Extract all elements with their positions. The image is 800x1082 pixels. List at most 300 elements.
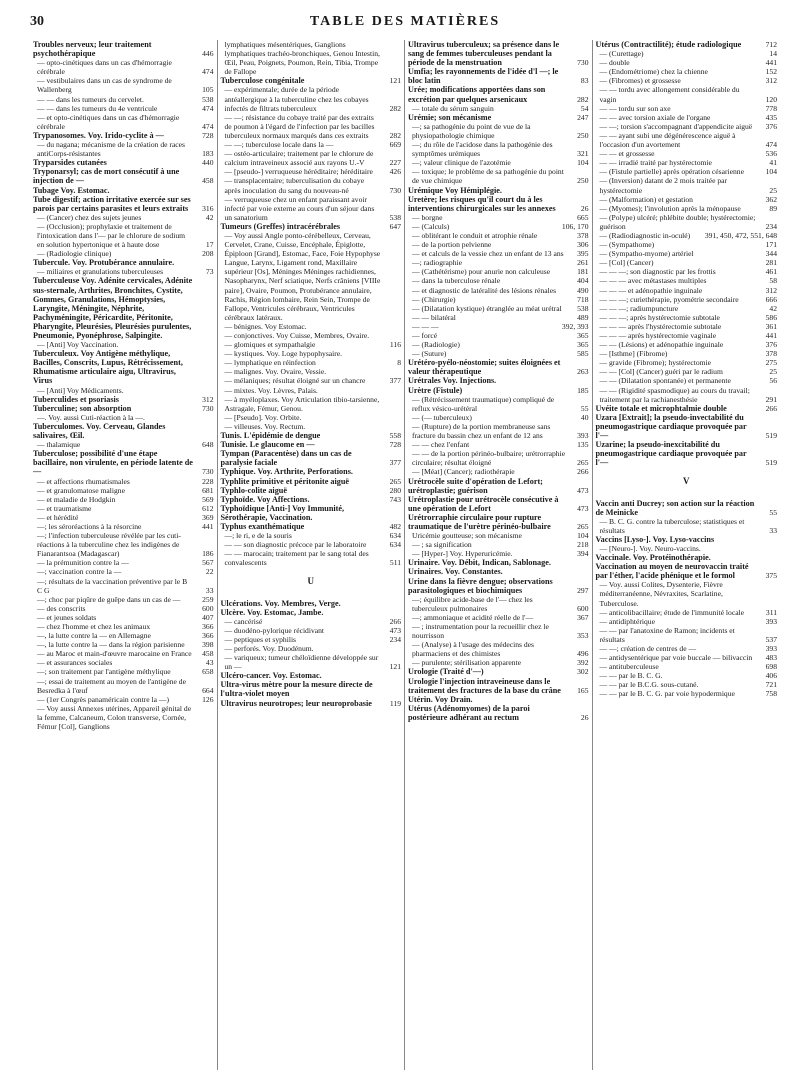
entry-page-number: 600 — [202, 603, 214, 613]
entry-text: — (Fibromes) et grossesse — [599, 76, 681, 86]
entry-text: Tunisie. Le glaucome en — — [220, 440, 315, 450]
index-entry — [33, 577, 214, 595]
entry-page-number: 266 — [577, 467, 589, 477]
index-entry — [596, 689, 778, 698]
index-entry — [596, 680, 778, 689]
entry-text: Troubles nerveux; leur traitement psychothérapique — [33, 40, 152, 59]
index-entry — [596, 104, 778, 113]
entry-text: — —; tuberculose locale dans la — — [224, 140, 334, 150]
entry-text: Vaccin anti Ducrey; son action sur la réaction de Meinicke — [595, 498, 755, 517]
entry-text: —; radiographie — [412, 258, 462, 268]
entry-page-number: 26 — [580, 203, 589, 213]
entry-page-number: 393 — [765, 644, 777, 653]
entry-text: — — de la portion périnéo-bulbaire; urétrorraphie circulaire; résultat éloigné — [412, 449, 566, 468]
entry-page-number: 712 — [765, 40, 777, 49]
entry-text: —; son traitement par l'antigène méthylique — [37, 667, 171, 677]
entry-page-number: 474 — [765, 140, 777, 150]
entry-text: Utérus (Adénomyomes) de la paroi postérieure adhérant au rectum — [408, 703, 530, 722]
index-entry — [596, 553, 778, 562]
index-entry — [408, 376, 589, 385]
entry-text: — (Malformation) et gestation — [599, 194, 693, 204]
index-entry — [33, 504, 214, 513]
index-entry — [408, 140, 589, 158]
entry-text: Uvéite totale et microphtalmie double — [595, 403, 727, 413]
entry-page-number: 302 — [577, 667, 589, 677]
entry-page-number: 426 — [389, 167, 401, 177]
entry-page-number: 43 — [205, 658, 214, 668]
index-entry — [408, 567, 589, 576]
entry-page-number: 8 — [397, 358, 401, 368]
index-entry — [408, 622, 589, 640]
entry-text: — [Neuro-]. Voy. Neuro-vaccins. — [599, 543, 701, 553]
entry-page-number: 365 — [577, 340, 589, 350]
index-entry — [221, 340, 402, 349]
index-entry — [221, 195, 402, 222]
index-entry — [221, 413, 402, 422]
entry-text: — — — après l'hystérectomie subtotale — [599, 321, 722, 331]
index-entry — [596, 158, 778, 167]
index-column-1 — [30, 40, 218, 1070]
entry-text: — (1er Congrès panaméricain contre la —) — [37, 694, 169, 704]
entry-text: — (Suture) — [412, 349, 447, 359]
index-entry — [408, 395, 589, 413]
index-entry — [596, 608, 778, 617]
index-entry — [596, 358, 778, 367]
index-entry — [33, 631, 214, 640]
entry-page-number: 730 — [577, 58, 589, 68]
entry-text: — (Calculs) — [412, 221, 450, 231]
index-entry — [408, 331, 589, 340]
entry-page-number: 83 — [580, 76, 589, 86]
entry-text: Uzarine; la pseudo-inexcitabilité du pneumogastrique cardiaque provoquée par l'— — [595, 440, 747, 468]
entry-page-number: 25 — [769, 367, 777, 377]
entry-text: Vaccination au moyen de neurovaccin traité par l'éther, l'acide phénique et le formol — [595, 562, 749, 581]
entry-text: — (Rupture) de la portion membraneuse sans fracture du bassin chez un enfant de 12 ans — [412, 421, 551, 441]
entry-page-number: 441 — [765, 58, 777, 68]
entry-text: — du nagana; mécanisme de la création de races antiCorps-résistantes — [37, 140, 186, 159]
entry-text: Urétrales Voy. Injections. — [408, 376, 497, 386]
entry-text: Tuberculomes. Voy. Cerveau, Glandes salivaires, Œil. — [33, 421, 166, 441]
index-entry — [596, 386, 778, 404]
entry-text: —; du rôle de l'acidose dans la pathogénie des symptômes urémiques — [412, 140, 553, 159]
entry-page-number: 393 — [577, 431, 589, 441]
entry-text: — [Méat] (Cancer); radiothérapie — [412, 467, 515, 477]
index-entry — [221, 149, 402, 167]
entry-text: — [Isthme] (Fibrome) — [599, 349, 668, 359]
index-entry — [33, 395, 214, 404]
entry-text: — (Cathétérisme) pour anurie non calculeuse — [412, 267, 551, 277]
entry-page-number: 33 — [205, 585, 214, 595]
entry-text: Urétrorraphie circulaire pour rupture traumatique de l'urètre périnéo-bulbaire — [408, 512, 551, 531]
entry-text: Vaccins [Lyso-]. Voy. Lyso-vaccins — [595, 534, 715, 544]
entry-text: — Voy aussi Angle ponto-cérébelleux, Cerveau, Cervelet, Crane, Cuisse, Encéphale, Épiglotte, Épiploon [Grand], Estomac, Face, Foie Hypophyse Langue, Larynx, Ligament rond, Maxillaire supérieur [Os], Méninges Méninges rachidiennes, Nasopharynx, Nerf sciatique, Nerfs crâniens [VIIIe paire], Ovaire, Poumon, Protubérance annulaire, Rachis, Région lombaire, Rein Sein, Trompe de Fallope, Ventricules cérébraux, Ventricules cérébraux latéraux. — [224, 230, 381, 322]
entry-text: Tuberculides et psoriasis — [33, 394, 119, 404]
entry-text: — oblitérant le conduit et atrophie rénale — [412, 230, 538, 240]
index-entry — [596, 195, 778, 204]
entry-text: Ulcérations. Voy. Membres, Verge. — [220, 598, 341, 608]
index-entry — [221, 644, 402, 653]
index-entry — [596, 113, 778, 122]
entry-text: — — — — [412, 321, 439, 331]
section-letter: V — [683, 476, 690, 487]
entry-page-number: 186 — [202, 549, 214, 559]
entry-text: — — bilatéral — [412, 312, 456, 322]
entry-page-number: 261 — [577, 258, 589, 268]
entry-text: — conjonctives. Voy Cuisse, Membres, Ovaire. — [224, 331, 370, 340]
entry-text: — — chez l'enfant — [412, 440, 470, 450]
index-entry — [33, 40, 214, 58]
entry-text: Urétéro-pyélo-néostomie; suites éloignées et valeur thérapeutique — [408, 358, 561, 377]
entry-page-number: 586 — [765, 312, 777, 322]
entry-page-number: 234 — [389, 634, 401, 644]
entry-page-number: 73 — [205, 267, 214, 277]
entry-text: — forcé — [412, 331, 438, 340]
entry-page-number: 647 — [389, 221, 401, 231]
entry-text: — kystiques. Voy. Loge hypophysaire. — [224, 349, 343, 359]
entry-page-number: 375 — [765, 571, 777, 581]
entry-page-number: 441 — [202, 521, 214, 531]
entry-text: — vestibulaires dans un cas de syndrome de Wallenberg — [37, 76, 172, 95]
entry-text: — (Myomes); l'involution après la ménopause — [599, 203, 741, 213]
entry-text: Tuberculine; son absorption — [33, 403, 132, 413]
entry-text: —; essai de traitement au moyen de l'antigène de Besredka à l'œuf — [37, 676, 186, 695]
index-entry — [221, 222, 402, 231]
index-entry — [408, 477, 589, 495]
entry-text: — — par le B. C. G. par voie hypodermique — [599, 689, 735, 699]
index-entry — [596, 340, 778, 349]
entry-page-number: 369 — [202, 512, 214, 522]
index-entry — [596, 267, 778, 276]
index-entry — [33, 440, 214, 449]
entry-text: — verruqueuse chez un enfant paraissant avoir infecté par voie externe au cours d'un séjour dans un sanatorium — [224, 194, 375, 222]
index-entry — [596, 367, 778, 376]
index-entry — [408, 640, 589, 658]
index-entry — [221, 531, 402, 540]
index-entry — [33, 158, 214, 167]
entry-page-number: 458 — [202, 649, 214, 659]
index-entry — [408, 67, 589, 85]
entry-text: — lymphatique en réinfection — [224, 358, 316, 368]
entry-page-number: 227 — [389, 158, 401, 168]
entry-text: — au Maroc et main-d'œuvre marocaine en France — [37, 649, 192, 659]
entry-text: —; équilibre acide-base de l'— chez les tuberculeux pulmonaires — [412, 594, 533, 613]
entry-text: — — son diagnostic précoce par le laboratoire — [224, 540, 367, 550]
page-number: 30 — [30, 14, 44, 29]
entry-text: — [Anti] Voy Vaccination. — [37, 340, 119, 350]
entry-page-number: 600 — [577, 603, 589, 613]
index-entry — [221, 76, 402, 85]
entry-text: Tube digestif; action irritative exercée sur ses parois par certains parasites et leurs extraits — [33, 194, 191, 213]
entry-page-number: 538 — [577, 303, 589, 313]
entry-text: — et maladie de Hodgkin — [37, 494, 116, 504]
entry-page-number: 634 — [389, 540, 401, 550]
entry-text: — thalamique — [37, 440, 81, 450]
index-entry — [221, 358, 402, 367]
entry-text: Urée; modifications apportées dans son excrétion par quelques arsenicaux — [408, 85, 546, 104]
page-header — [30, 12, 780, 32]
index-entry — [33, 131, 214, 140]
entry-page-number: 55 — [580, 403, 589, 413]
index-entry — [596, 580, 778, 607]
index-entry — [33, 667, 214, 676]
index-entry — [33, 640, 214, 649]
entry-text: Tuberculeux. Voy Antigène méthylique, Bacilles, Conscrits, Lupus, Rétrécissement, Rhumatisme articulaire aigu, Ultravirus, Virus — [33, 349, 183, 386]
entry-text: —; choc par piqûre de guêpe dans un cas de — — [37, 594, 181, 604]
index-entry — [596, 376, 778, 385]
entry-page-number: 312 — [765, 285, 777, 295]
entry-text: — — —; curiethérapie, pyométrie secondaire — [599, 294, 739, 304]
index-entry — [408, 449, 589, 467]
entry-page-number: 121 — [389, 662, 401, 672]
entry-page-number: 56 — [769, 376, 777, 386]
entry-text: —; sa pathogénie du point de vue de la physiopathologie chimique — [412, 121, 531, 140]
entry-text: Tuberculose; possibilité d'une étape bacillaire, non virulente, en période latente de — — [33, 449, 193, 477]
index-entry — [221, 40, 402, 76]
entry-page-number: 116 — [389, 340, 401, 350]
index-entry — [221, 549, 402, 567]
index-entry — [221, 140, 402, 149]
entry-text: — chez l'homme et chez les animaux — [37, 622, 151, 631]
index-entry — [596, 276, 778, 285]
index-entry — [596, 653, 778, 662]
index-entry — [596, 167, 778, 176]
index-entry — [221, 495, 402, 504]
index-entry — [408, 231, 589, 240]
index-entry — [221, 635, 402, 644]
index-entry — [596, 231, 778, 240]
index-entry — [221, 599, 402, 608]
entry-text: — (Inversion) datant de 2 mois traitée par hystérectomie — [599, 176, 728, 195]
entry-page-number: 665 — [577, 212, 589, 222]
entry-text: — borgne — [412, 212, 443, 222]
index-entry — [596, 562, 778, 580]
index-entry — [408, 295, 589, 304]
entry-text: — — par le B.C.G. sous-cutané. — [599, 680, 699, 690]
index-entry — [408, 240, 589, 249]
index-entry — [596, 671, 778, 680]
entry-page-number: 321 — [577, 149, 589, 159]
entry-page-number: 120 — [765, 94, 777, 104]
index-entry — [596, 322, 778, 331]
entry-page-number: 282 — [389, 130, 401, 140]
entry-page-number: 171 — [765, 240, 777, 250]
index-entry — [408, 558, 589, 567]
entry-text: — (Sympatho-myome) artériel — [599, 249, 694, 259]
entry-text: Uzara [Extrait]; la pseudo-invectabilité du pneumogastrique cardiaque provoquée par l'— — [595, 412, 747, 441]
entry-text: Tuberculose congénitale — [220, 76, 305, 86]
entry-page-number: 312 — [765, 76, 777, 86]
index-entry — [408, 667, 589, 676]
index-entry — [33, 595, 214, 604]
index-entry — [33, 58, 214, 76]
entry-page-number: 474 — [202, 103, 214, 113]
index-entry — [221, 176, 402, 194]
index-entry — [33, 522, 214, 531]
entry-text: Urologie l'injection intraveineuse dans le traitement des fractures de la base du crâne — [408, 676, 561, 695]
entry-page-number: 730 — [202, 403, 214, 413]
index-entry — [221, 477, 402, 486]
entry-text: — — ayant subi une dégénérescence aiguë à l'occasion d'un avortement — [599, 130, 736, 150]
entry-page-number: 728 — [389, 440, 401, 450]
entry-text: lymphatiques mésentériques, Ganglions lymphatiques trachéo-bronchiques, Genou Intestin, Œil, Peau, Poignets, Poumon, Rein, Tibia, Trompe de Fallope — [224, 40, 380, 77]
entry-text: Uretère; les risques qu'il court du à les interventions chirurgicales sur les annexes — [408, 194, 556, 213]
entry-page-number: 536 — [765, 149, 777, 159]
entry-page-number: 395 — [577, 249, 589, 259]
entry-page-number: 365 — [577, 331, 589, 340]
entry-page-number: 490 — [577, 285, 589, 295]
index-entry — [221, 386, 402, 395]
index-entry — [33, 531, 214, 558]
index-entry — [596, 662, 778, 671]
entry-page-number: 42 — [769, 303, 777, 313]
index-entry — [596, 517, 778, 535]
entry-page-number: 250 — [577, 176, 589, 186]
index-entry — [221, 486, 402, 495]
entry-text: — —; torsion s'accompagnant d'appendicite aiguë — [599, 121, 753, 131]
entry-text: — glomiques et sympathalgie — [224, 340, 316, 350]
entry-page-number: 489 — [577, 312, 589, 322]
entry-text: — et assurances sociales — [37, 658, 113, 668]
index-entry — [596, 304, 778, 313]
entry-text: — cancérisé — [224, 616, 263, 626]
index-entry — [408, 213, 589, 222]
entry-page-number: 392 — [577, 658, 589, 668]
entry-text: Urémie; son mécanisme — [408, 112, 492, 122]
entry-text: —. Voy. aussi Cuti-réaction à la —. — [37, 412, 145, 422]
index-entry — [408, 413, 589, 422]
entry-page-number: 281 — [765, 258, 777, 268]
index-entry — [408, 386, 589, 395]
index-entry — [408, 495, 589, 513]
entry-text: — variqueux; tumeur chéloïdienne développée sur un — — [224, 653, 379, 672]
entry-text: — ; instrumentation pour la recueillir chez le nourrisson — [412, 622, 549, 641]
index-entry — [596, 176, 778, 194]
entry-page-number: 181 — [577, 267, 589, 277]
index-entry — [33, 622, 214, 631]
entry-text: — Voy aussi Annexes utérines, Appareil génital de la femme, Calcaneum, Colon transverse, Cornée, Fémur [Col], Ganglions — [37, 703, 192, 732]
entry-text: — villeuses. Voy. Rectum. — [224, 421, 306, 431]
entry-text: — — et grossesse — [599, 149, 655, 159]
index-entry — [221, 671, 402, 680]
index-entry — [221, 617, 402, 626]
entry-text: Tubercule. Voy. Protubérance annulaire. — [33, 258, 175, 268]
entry-text: Tryparsides cutanées — [33, 158, 107, 168]
entry-text: —, la lutte contre la — en Allemagne — [37, 631, 151, 641]
index-entry — [221, 467, 402, 476]
index-entry — [221, 322, 402, 331]
entry-text: — perforés. Voy. Duodénum. — [224, 644, 314, 653]
entry-text: Urinaire. Voy. Débit, Indican, Sablonage. — [408, 558, 551, 568]
index-entry — [221, 699, 402, 708]
entry-page-number: 612 — [202, 503, 214, 513]
entry-text: — (Radiodiagnostic in-oculé) — [599, 230, 691, 240]
entry-text: — (Rétrécissement traumatique) compliqué de reflux vésico-urétéral — [412, 394, 555, 413]
entry-text: — (Radiologie) — [412, 340, 460, 350]
entry-text: — (Endométriome) chez la chienne — [599, 67, 708, 77]
entry-page-number: 280 — [389, 485, 401, 495]
index-entry — [221, 349, 402, 358]
entry-page-number: 126 — [202, 694, 214, 704]
index-entry — [33, 258, 214, 267]
entry-page-number: 392, 393 — [561, 321, 589, 331]
entry-text: — peptiques et syphilis — [224, 634, 297, 644]
index-entry — [408, 286, 589, 295]
entry-page-number: 482 — [389, 521, 401, 531]
entry-page-number: 25 — [769, 185, 777, 195]
index-entry — [33, 249, 214, 258]
index-entry — [33, 567, 214, 576]
entry-text: Urologie (Traité d'—) — [408, 667, 484, 677]
index-entry — [596, 149, 778, 158]
index-entry — [596, 49, 778, 58]
entry-page-number: 558 — [389, 431, 401, 441]
entry-page-number: 406 — [765, 671, 777, 681]
index-entry — [221, 113, 402, 140]
entry-page-number: 228 — [202, 476, 214, 486]
entry-text: Typhique. Voy. Arthrite, Perforations. — [220, 467, 353, 477]
index-entry — [408, 258, 589, 267]
entry-text: — — —; après hystérectomie subtotale — [599, 312, 720, 322]
entry-page-number: 730 — [389, 185, 401, 195]
entry-text: — (Sympathome) — [599, 240, 655, 250]
index-entry — [33, 222, 214, 249]
entry-page-number: 42 — [205, 212, 214, 222]
entry-text: Utérus (Contractilité); étude radiologique — [595, 40, 742, 49]
entry-text: — la prémunition contre la — — [37, 558, 129, 568]
entry-page-number: 393 — [765, 616, 777, 626]
index-entry — [33, 186, 214, 195]
entry-text: Typhlite primitive et péritonite aiguë — [220, 476, 350, 486]
index-entry — [596, 440, 778, 467]
index-entry — [221, 422, 402, 431]
entry-text: — ostéo-articulaire; traitement par le chlorure de calcium intraveineux associé aux rayons U.-V — [224, 149, 374, 168]
index-entry — [408, 349, 589, 358]
entry-page-number: 458 — [202, 176, 214, 186]
entry-page-number: 33 — [769, 525, 777, 535]
entry-text: — antidysentérique par voie buccale — bilivaccin — [599, 653, 753, 663]
entry-text: Typhlo-colite aiguë — [220, 485, 287, 495]
entry-page-number: 664 — [202, 685, 214, 695]
index-entry — [33, 695, 214, 704]
index-entry — [33, 704, 214, 731]
entry-page-number: 311 — [765, 607, 777, 617]
entry-text: Utérin. Voy Drain. — [408, 694, 473, 704]
entry-text: Tuberculeuse Voy. Adénite cervicales, Adénite sus-sternale, Arthrites, Bronchites, Cystite, Gommes, Granulations, Hémoptysies, Laryngite, Méningite, Néphrite, Pachyméningite, Péricardite, Péritonite, Pharyngite, Pleurésies, Pleurésies purulentes, Pneumonie, Pyonéphrose, Salpingite. — [33, 276, 193, 340]
entry-text: — [Col] (Cancer) — [599, 258, 654, 268]
entry-page-number: 282 — [577, 94, 589, 104]
index-entry — [408, 422, 589, 440]
entry-text: — toxique; le problème de sa pathogénie du point de vue chimique — [412, 167, 564, 186]
index-entry — [596, 286, 778, 295]
index-entry — [33, 413, 214, 422]
index-entry — [596, 240, 778, 249]
entry-page-number: 367 — [577, 612, 589, 622]
index-entry — [221, 608, 402, 617]
entry-text: — (Radiologie clinique) — [37, 249, 112, 259]
index-entry — [33, 213, 214, 222]
index-entry — [408, 113, 589, 122]
index-entry — [221, 367, 402, 376]
index-entry — [408, 167, 589, 185]
entry-page-number: 265 — [577, 521, 589, 531]
entry-text: — — (Dilatation spontanée) et permanente — [599, 376, 731, 386]
entry-text: — — par l'anatoxine de Ramon; incidents et résultats — [599, 625, 735, 644]
entry-page-number: 446 — [202, 49, 214, 59]
index-entry — [33, 104, 214, 113]
entry-page-number: 681 — [202, 485, 214, 495]
entry-page-number: 54 — [580, 103, 589, 113]
entry-page-number: 265 — [577, 458, 589, 468]
